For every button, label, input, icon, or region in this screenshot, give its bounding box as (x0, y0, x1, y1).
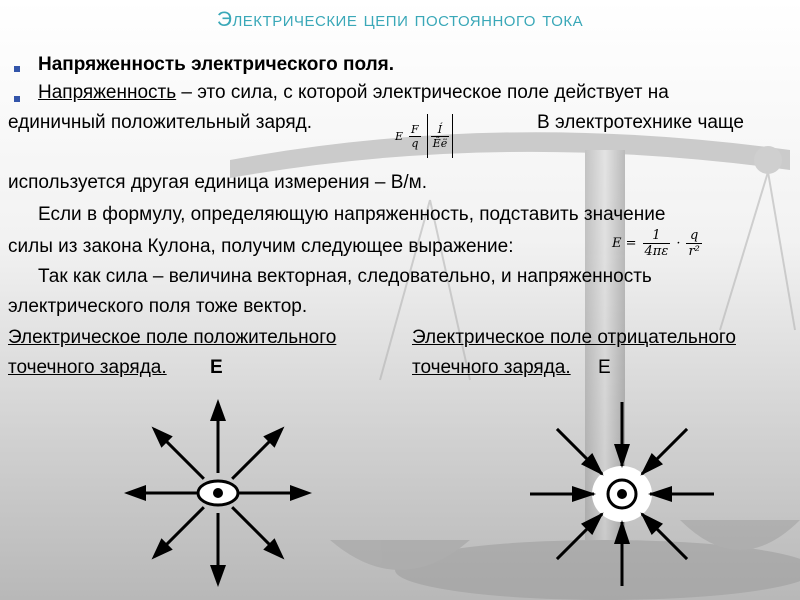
definition-term: Напряженность (38, 82, 177, 103)
field-arrowhead (210, 399, 226, 421)
positive-charge-field-icon (100, 380, 340, 600)
negative-charge-field-icon (510, 388, 750, 600)
negative-field-symbol: Е (597, 357, 611, 378)
formula-numerator: F (411, 122, 419, 136)
square-bullet-icon (14, 96, 20, 102)
positive-field-symbol: Е (209, 357, 223, 378)
square-bullet-icon (14, 66, 20, 72)
field-arrowhead (614, 444, 630, 468)
text-line-8: электрического поля тоже вектор. (8, 296, 308, 317)
positive-field-caption-1: Электрическое поле положительного (8, 327, 337, 348)
formula-denominator: q (411, 136, 419, 150)
positive-field-caption-2 (8, 357, 223, 379)
bullet-heading: Напряженность электрического поля. (38, 54, 395, 75)
formula-coulomb-den-1: 4πε (644, 244, 669, 259)
formula-fraction (409, 123, 421, 150)
definition-line (38, 82, 669, 104)
formula-unit-numerator: Í (431, 123, 450, 137)
text-line-3-left: единичный положительный заряд. (8, 112, 313, 133)
field-arrowhead (648, 486, 672, 502)
negative-field-caption-2-text: точечного заряда. (412, 357, 571, 378)
formula-coulomb-fraction-2 (686, 228, 701, 259)
field-arrowhead (124, 485, 146, 501)
formula-coulomb-num-2: q (686, 228, 701, 244)
definition-rest: – это сила, с которой электрическое поле действует на (176, 82, 669, 103)
positive-field-caption-2-text: точечного заряда. (8, 357, 167, 378)
text-line-3-right: В электротехнике чаще (537, 112, 744, 133)
field-arrowhead (210, 565, 226, 587)
formula-coulomb-lhs: E = (612, 236, 637, 251)
formula-coulomb-fraction-1 (643, 228, 671, 259)
formula-unit-denominator: Êë (432, 136, 448, 150)
text-line-4: используется другая единица измерения – В/м. (8, 172, 427, 193)
field-arrowhead (290, 485, 312, 501)
formula-coulomb-den-2: r² (688, 244, 700, 259)
text-line-6: силы из закона Кулона, получим следующее выражение: (8, 236, 514, 257)
formula-field-strength (395, 112, 453, 160)
field-arrowhead (614, 520, 630, 544)
negative-field-caption-1: Электрическое поле отрицательного (412, 327, 736, 348)
text-line-7: Так как сила – величина векторная, следовательно, и напряженность (38, 266, 652, 287)
slide-title: Электрические цепи постоянного тока (216, 8, 584, 31)
formula-lhs: E (395, 129, 404, 143)
formula-coulomb-num-1: 1 (643, 228, 671, 244)
formula-coulomb (612, 228, 702, 259)
field-arrowhead (572, 486, 596, 502)
formula-unit-bracket (427, 114, 454, 158)
negative-field-caption-2 (412, 357, 611, 379)
text-line-5: Если в формулу, определяющую напряженность, подставить значение (38, 204, 666, 225)
formula-coulomb-dot: · (676, 236, 681, 251)
